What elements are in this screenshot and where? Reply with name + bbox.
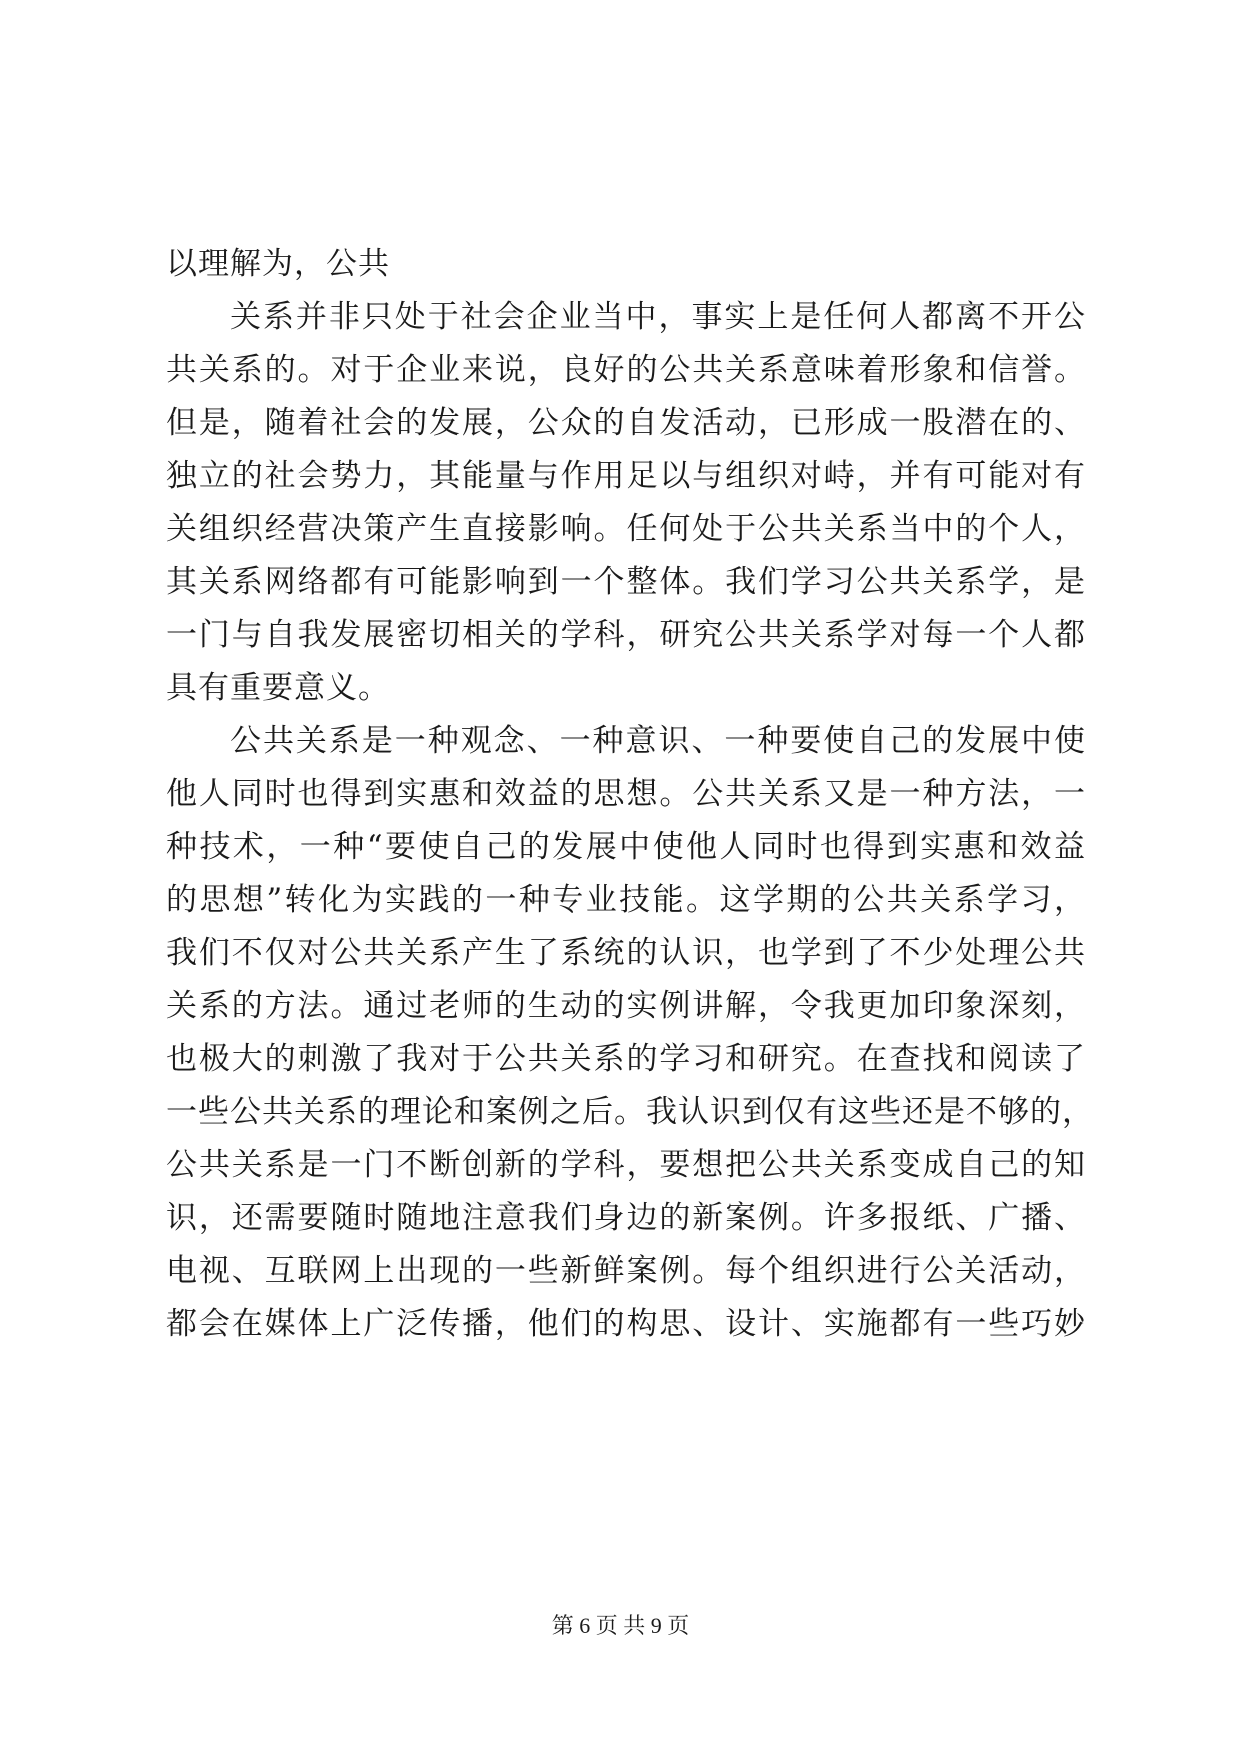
text-line: 种技术，一种“要使自己的发展中使他人同时也得到实惠和效益 xyxy=(166,829,1086,865)
text-line: 其关系网络都有可能影响到一个整体。我们学习公共关系学，是 xyxy=(166,564,1086,600)
text-line: 电视、互联网上出现的一些新鲜案例。每个组织进行公关活动， xyxy=(166,1253,1086,1289)
text-line: 公共关系是一种观念、一种意识、一种要使自己的发展中使 xyxy=(230,723,1086,759)
text-line: 公共关系是一门不断创新的学科，要想把公共关系变成自己的知 xyxy=(166,1147,1086,1183)
text-line: 的思想”转化为实践的一种专业技能。这学期的公共关系学习， xyxy=(166,882,1086,918)
text-line: 识，还需要随时随地注意我们身边的新案例。许多报纸、广播、 xyxy=(166,1200,1086,1236)
text-line: 都会在媒体上广泛传播，他们的构思、设计、实施都有一些巧妙 xyxy=(166,1306,1086,1342)
text-line: 以理解为，公共 xyxy=(166,246,390,282)
page-number-footer: 第 6 页 共 9 页 xyxy=(551,1613,690,1638)
text-line: 关系的方法。通过老师的生动的实例讲解，令我更加印象深刻， xyxy=(166,988,1086,1024)
text-line: 我们不仅对公共关系产生了系统的认识，也学到了不少处理公共 xyxy=(166,935,1086,971)
text-line: 关组织经营决策产生直接影响。任何处于公共关系当中的个人， xyxy=(166,511,1086,547)
text-line: 独立的社会势力，其能量与作用足以与组织对峙，并有可能对有 xyxy=(166,458,1086,494)
text-line: 一门与自我发展密切相关的学科，研究公共关系学对每一个人都 xyxy=(166,617,1086,653)
body-text xyxy=(166,238,1094,1351)
text-line: 一些公共关系的理论和案例之后。我认识到仅有这些还是不够的， xyxy=(166,1094,1094,1130)
text-line: 也极大的刺激了我对于公共关系的学习和研究。在查找和阅读了 xyxy=(166,1041,1086,1077)
text-line: 具有重要意义。 xyxy=(166,670,390,706)
text-line: 他人同时也得到实惠和效益的思想。公共关系又是一种方法，一 xyxy=(166,776,1086,812)
text-line: 关系并非只处于社会企业当中，事实上是任何人都离不开公 xyxy=(230,299,1086,335)
text-line: 共关系的。对于企业来说，良好的公共关系意味着形象和信誉。 xyxy=(166,352,1086,388)
text-line: 但是，随着社会的发展，公众的自发活动，已形成一股潜在的、 xyxy=(166,405,1086,441)
